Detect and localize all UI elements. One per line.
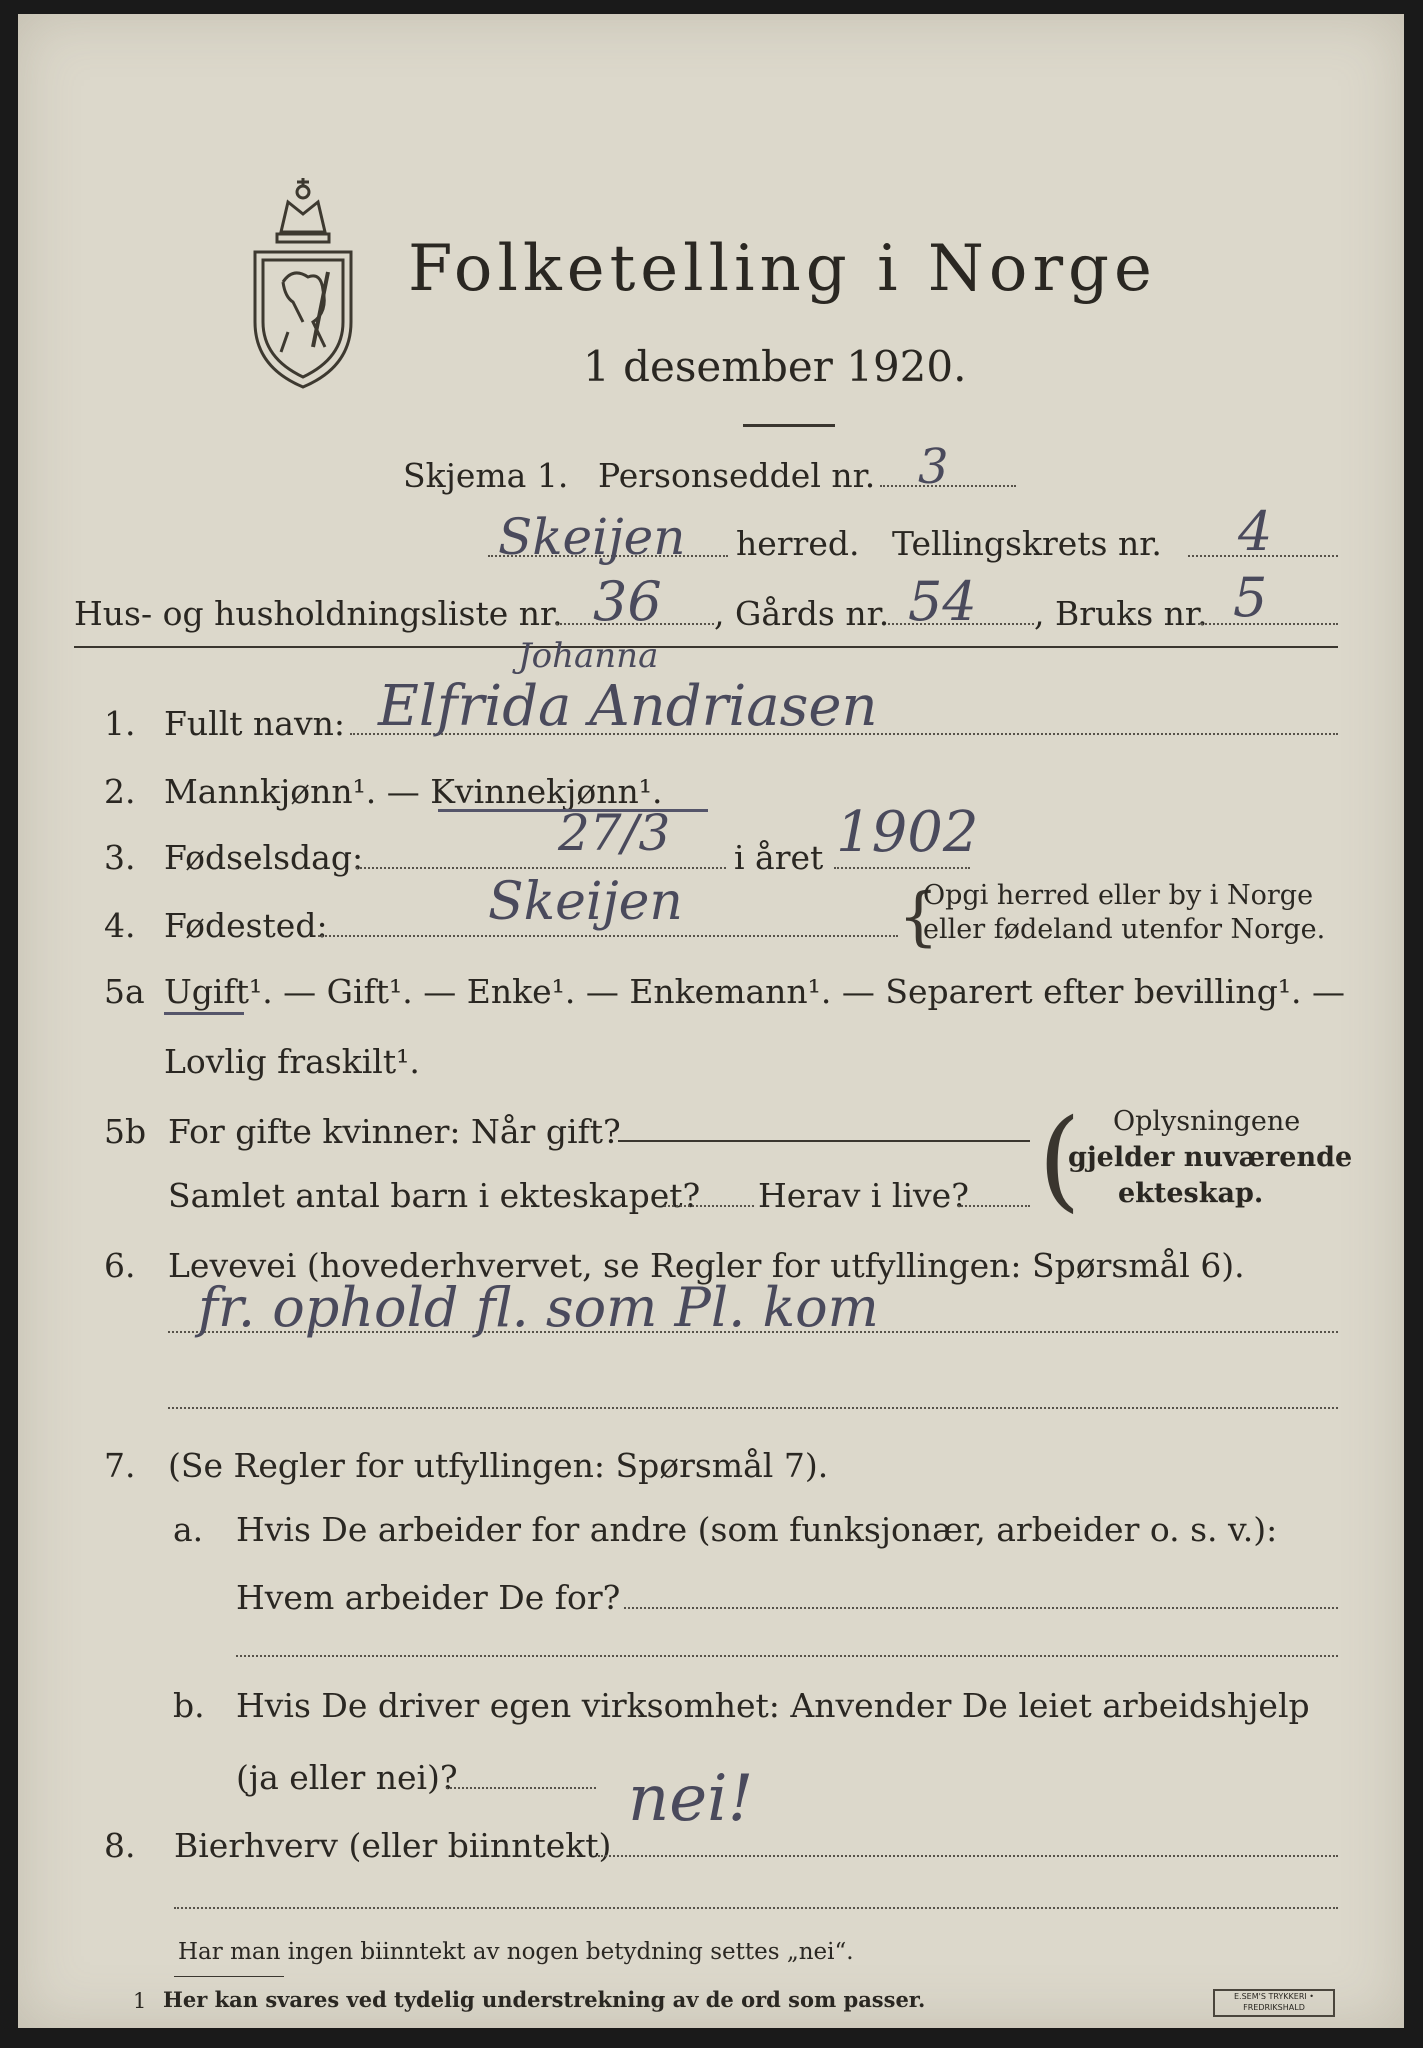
personseddel-value: 3 — [918, 439, 949, 495]
q7b-label-1: Hvis De driver egen virksomhet: Anvender De leiet arbeidshjelp — [236, 1686, 1310, 1725]
birthplace-note-line-1: Opgi herred eller by i Norge — [923, 880, 1314, 911]
marriage-note-brace: ( — [1038, 1095, 1081, 1223]
birthday-value: 27/3 — [558, 804, 671, 862]
hus-label: Hus- og husholdningsliste nr. — [74, 594, 563, 633]
when-married-field[interactable] — [618, 1140, 1030, 1142]
skjema-label: Skjema 1. — [403, 456, 569, 495]
secondary-income-field[interactable] — [598, 1855, 1338, 1857]
birthday-field[interactable] — [356, 867, 726, 869]
footnote-rule — [174, 1976, 284, 1977]
personseddel-label: Personseddel nr. — [598, 456, 876, 495]
employer-field-2[interactable] — [236, 1655, 1338, 1657]
form-title: Folketelling i Norge — [408, 232, 1157, 306]
q5b-number: 5b — [104, 1112, 147, 1151]
q7b-letter: b. — [173, 1686, 205, 1725]
birth-year-value: 1902 — [836, 800, 979, 865]
q7-number: 7. — [104, 1446, 136, 1485]
gards-label: , Gårds nr. — [714, 594, 890, 633]
q3-label: Fødselsdag: — [164, 838, 364, 877]
q3-year-label: i året — [734, 838, 824, 877]
children-alive-field[interactable] — [958, 1205, 1030, 1207]
title-divider — [743, 424, 835, 427]
q5b-label-when-married: For gifte kvinner: Når gift? — [168, 1112, 621, 1151]
q4-number: 4. — [104, 906, 136, 945]
q6-label: Levevei (hovederhvervet, se Regler for utfyllingen: Spørsmål 6). — [168, 1246, 1245, 1285]
gender-options[interactable]: Mannkjønn¹. — Kvinnekjønn¹. — [164, 772, 663, 811]
q7-label: (Se Regler for utfyllingen: Spørsmål 7). — [168, 1446, 829, 1485]
q5a-number: 5a — [104, 972, 145, 1011]
footnote-text: Her kan svares ved tydelig understrekning av de ord som passer. — [163, 1987, 926, 2012]
q5b-label-children: Samlet antal barn i ekteskapet? — [168, 1176, 701, 1215]
full-name-middle-value: Johanna — [518, 636, 659, 676]
secondary-income-value: nei! — [628, 1762, 754, 1836]
q4-label: Fødested: — [164, 906, 328, 945]
birthplace-field[interactable] — [318, 935, 898, 937]
footer-note: Har man ingen biinntekt av nogen betydning settes „nei“. — [178, 1939, 854, 1965]
tellingskrets-label: Tellingskrets nr. — [892, 524, 1162, 563]
marriage-note-line-3: ekteskap. — [1118, 1178, 1264, 1209]
birthplace-note-line-2: eller fødeland utenfor Norge. — [923, 914, 1326, 945]
q6-number: 6. — [104, 1246, 136, 1285]
marital-status-options-2[interactable]: Lovlig fraskilt¹. — [164, 1042, 420, 1081]
birthplace-note-brace: { — [898, 880, 939, 954]
herred-label: herred. — [736, 524, 860, 563]
coat-of-arms-icon — [233, 172, 373, 392]
q7a-label-2: Hvem arbeider De for? — [236, 1578, 621, 1617]
form-subtitle: 1 desember 1920. — [583, 342, 967, 391]
q7b-label-2: (ja eller nei)? — [236, 1758, 458, 1797]
occupation-field-2[interactable] — [168, 1407, 1338, 1409]
birth-year-field[interactable] — [834, 867, 970, 869]
q1-number: 1. — [104, 704, 136, 743]
marriage-note-line-1: Oplysningene — [1113, 1106, 1301, 1137]
q7a-label-1: Hvis De arbeider for andre (som funksjonær, arbeider o. s. v.): — [236, 1510, 1278, 1549]
occupation-value: fr. ophold fl. som Pl. kom — [198, 1276, 879, 1339]
bruks-field[interactable] — [1198, 623, 1338, 625]
q8-number: 8. — [104, 1826, 136, 1865]
q5b-label-alive: Herav i live? — [758, 1176, 969, 1215]
footnote-number: 1 — [133, 1989, 147, 2013]
hired-help-field[interactable] — [446, 1787, 596, 1789]
q8-label: Bierhverv (eller biinntekt) — [174, 1826, 612, 1865]
q7a-letter: a. — [173, 1510, 204, 1549]
marital-status-options[interactable]: Ugift¹. — Gift¹. — Enke¹. — Enkemann¹. — Separert efter bevilling¹. — — [164, 972, 1346, 1011]
employer-field[interactable] — [624, 1607, 1338, 1609]
q1-label: Fullt navn: — [164, 704, 345, 743]
census-form-sheet — [18, 14, 1404, 2028]
birthplace-value: Skeijen — [488, 872, 683, 932]
tellingskrets-value: 4 — [1238, 500, 1273, 563]
bruks-value: 5 — [1233, 566, 1268, 629]
bruks-label: , Bruks nr. — [1034, 594, 1208, 633]
section-divider — [74, 646, 1338, 648]
hus-value: 36 — [593, 570, 662, 633]
q2-number: 2. — [104, 772, 136, 811]
full-name-value: Elfrida Andriasen — [378, 674, 878, 739]
marriage-note-line-2: gjelder nuværende — [1068, 1142, 1353, 1173]
secondary-income-field-2[interactable] — [174, 1907, 1338, 1909]
printer-stamp: E.SEM'S TRYKKERI • FREDRIKSHALD — [1213, 1989, 1335, 2017]
herred-value: Skeijen — [498, 508, 686, 566]
q3-number: 3. — [104, 838, 136, 877]
marital-underline-mark — [164, 1012, 244, 1015]
children-count-field[interactable] — [664, 1205, 754, 1207]
gards-value: 54 — [908, 570, 977, 633]
